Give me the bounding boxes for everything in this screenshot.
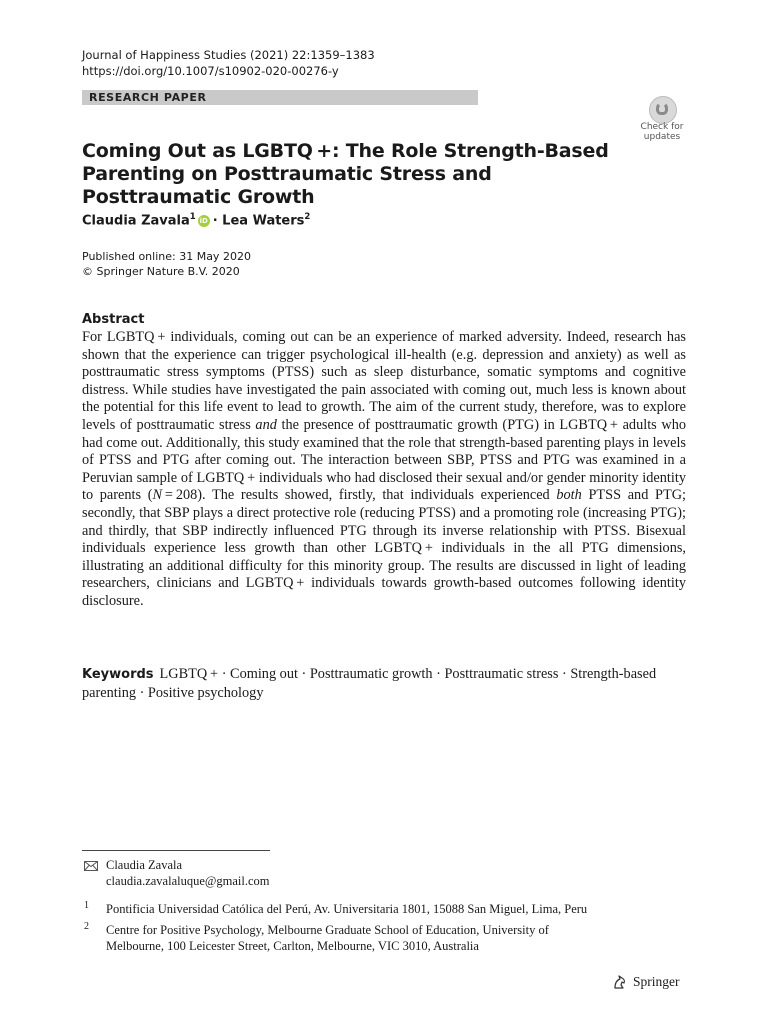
updates-icon bbox=[649, 96, 677, 124]
abstract-text: = 208). The results showed, firstly, that individuals experienced bbox=[162, 487, 557, 504]
journal-citation bbox=[82, 47, 375, 79]
author-list bbox=[82, 208, 310, 230]
abstract-heading: Abstract bbox=[82, 312, 145, 327]
affiliation-marker: 1 bbox=[189, 212, 196, 222]
abstract-text: the presence of posttraumatic growth (PTG) in LGBTQ + adults who had come out. Additionally, this study examined that the role that strength-based parenting plays in levels of PTSS and PTG after coming out. The interaction between SBP, PTSS and PTG was examined in a Peruvian sample of LGBTQ + individuals who had disclosed their sexual and/or gender minority identity to parents ( bbox=[82, 416, 686, 504]
springer-horse-icon bbox=[612, 974, 628, 990]
abstract-emphasis: and bbox=[255, 416, 277, 433]
publication-info bbox=[82, 249, 251, 279]
check-for-updates-badge[interactable] bbox=[636, 96, 688, 142]
corresponding-author bbox=[106, 857, 270, 889]
author-separator: · bbox=[212, 213, 218, 229]
contact-email[interactable]: claudia.zavalaluque@gmail.com bbox=[106, 874, 270, 888]
article-title: Coming Out as LGBTQ +: The Role Strength-Based Parenting on Posttraumatic Stress and Posttraumatic Growth bbox=[82, 140, 609, 208]
abstract-emphasis: N bbox=[152, 487, 163, 504]
abstract-text: For LGBTQ + individuals, coming out can be an experience of marked adversity. Indeed, research has shown that the experience can trigger psychological ill-health (e.g. depression and anxiety) as well as posttraumatic stress symptoms (PTSS) such as sleep disturbance, somatic symptoms and cognitive distress. While studies have investigated the pain associated with coming out, much less is known about the potential for this life event to lead to growth. The aim of the current study, therefore, was to explore levels of posttraumatic stress bbox=[82, 329, 686, 433]
orcid-icon[interactable]: iD bbox=[199, 217, 208, 226]
affiliation-marker: 2 bbox=[304, 212, 311, 222]
affiliation-1: Pontificia Universidad Católica del Perú, Av. Universitaria 1801, 15088 San Miguel, Lima, Peru bbox=[106, 902, 588, 916]
publisher-logo bbox=[612, 974, 680, 990]
copyright-line: © Springer Nature B.V. 2020 bbox=[82, 265, 240, 278]
published-date: Published online: 31 May 2020 bbox=[82, 250, 251, 263]
abstract-text: PTSS and PTG; secondly, that SBP plays a direct protective role (reducing PTSS) and a promoting role (increasing PTG); and thirdly, that SBP indirectly influenced PTG through its inverse relationship with PTSS. Bisexual individuals experience less growth than other LGBTQ + individuals in the all PTG dimensions, illustrating an additional difficulty for this minority group. The results are discussed in light of leading researchers, clinicians and LGBTQ + individuals towards growth-based outcomes following identity disclosure. bbox=[82, 487, 686, 609]
author-name[interactable]: Lea Waters bbox=[222, 213, 305, 229]
footnote-divider bbox=[82, 850, 270, 851]
section-bar bbox=[82, 90, 478, 105]
publisher-name: Springer bbox=[633, 974, 680, 989]
updates-label: Check for updates bbox=[640, 122, 684, 142]
footnote-number: 1 bbox=[84, 900, 89, 911]
author-name[interactable]: Claudia Zavala bbox=[82, 213, 190, 229]
contact-name: Claudia Zavala bbox=[106, 858, 183, 872]
section-label: RESEARCH PAPER bbox=[89, 91, 207, 104]
abstract-emphasis: both bbox=[556, 487, 582, 504]
affiliation-2: Centre for Positive Psychology, Melbourne Graduate School of Education, University of Melbourne, 100 Leicester Street, Carlton, Melbourne, VIC 3010, Australia bbox=[106, 923, 549, 953]
envelope-icon bbox=[84, 860, 98, 875]
abstract-body bbox=[82, 329, 686, 611]
doi-link[interactable]: https://doi.org/10.1007/s10902-020-00276-y bbox=[82, 64, 339, 78]
footnote-number: 2 bbox=[84, 921, 89, 932]
keywords bbox=[82, 665, 686, 702]
journal-line: Journal of Happiness Studies (2021) 22:1359–1383 bbox=[82, 48, 375, 62]
keywords-text: LGBTQ + · Coming out · Posttraumatic growth · Posttraumatic stress · Strength-based parenting · Positive psychology bbox=[82, 666, 657, 701]
keywords-label: Keywords bbox=[82, 667, 154, 682]
